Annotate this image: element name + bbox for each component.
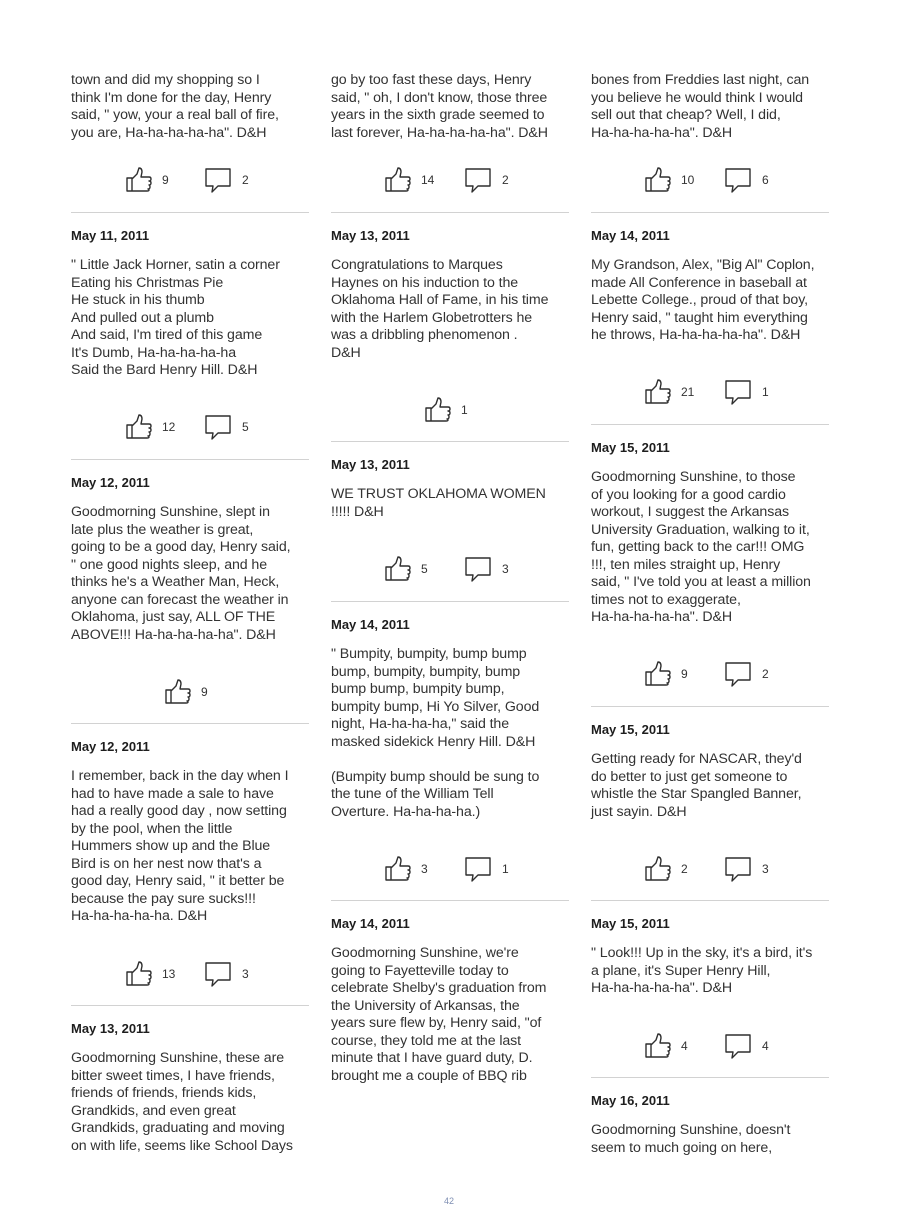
comment-button[interactable]: [464, 556, 509, 582]
comment-count: 4: [762, 1039, 769, 1053]
like-count: 5: [421, 562, 428, 576]
comment-count: 2: [242, 173, 249, 187]
post-date: May 14, 2011: [331, 916, 410, 931]
like-button[interactable]: [126, 414, 175, 440]
post-stats: [71, 414, 309, 440]
post-date: May 15, 2011: [591, 722, 670, 737]
like-count: 13: [162, 967, 176, 981]
like-count: 9: [162, 173, 169, 187]
comment-count: 1: [502, 862, 509, 876]
thumbs-up-icon: [385, 856, 411, 882]
comment-button[interactable]: [204, 167, 249, 193]
like-button[interactable]: [645, 167, 694, 193]
like-count: 2: [681, 862, 688, 876]
thumbs-up-icon: [126, 414, 152, 440]
like-button[interactable]: [645, 379, 694, 405]
thumbs-up-icon: [126, 167, 152, 193]
like-button[interactable]: [126, 167, 169, 193]
comment-button[interactable]: [724, 167, 769, 193]
comment-bubble-icon: [204, 167, 232, 193]
like-button[interactable]: [126, 961, 175, 987]
comment-bubble-icon: [724, 1033, 752, 1059]
like-button[interactable]: [425, 397, 468, 423]
post-text: go by too fast these days, Henry said, " oh, I don't know, those three years in the sixth grade seemed to last forever, Ha-ha-ha-ha-ha". D&H: [331, 72, 548, 141]
comment-count: 5: [242, 420, 249, 434]
divider: [331, 900, 569, 901]
post-text: Goodmorning Sunshine, slept in late plus the weather is great, going to be a good day, Henry said, " one good nights sleep, and he thinks he's a Weather Man, Heck, anyone can forecast the weather in Oklahoma, just say, ALL OF THE ABOVE!!! Ha-ha-ha-ha-ha". D&H: [71, 504, 291, 643]
post-date: May 14, 2011: [331, 617, 410, 632]
post-date: May 14, 2011: [591, 228, 670, 243]
comment-bubble-icon: [724, 661, 752, 687]
post-text: " Look!!! Up in the sky, it's a bird, it's a plane, it's Super Henry Hill, Ha-ha-ha-ha-ha". D&H: [591, 945, 813, 996]
divider: [591, 900, 829, 901]
post-text: bones from Freddies last night, can you believe he would think I would sell out that cheap? Well, I did, Ha-ha-ha-ha-ha". D&H: [591, 72, 810, 141]
like-count: 21: [681, 385, 695, 399]
post-date: May 13, 2011: [331, 228, 410, 243]
divider: [591, 706, 829, 707]
post-stats: [71, 679, 309, 705]
divider: [591, 424, 829, 425]
post-text: town and did my shopping so I think I'm done for the day, Henry said, " yow, your a real ball of fire, you are, Ha-ha-ha-ha-ha". D&H: [71, 72, 279, 141]
divider: [331, 212, 569, 213]
thumbs-up-icon: [645, 661, 671, 687]
post-stats: [331, 397, 569, 423]
divider: [71, 723, 309, 724]
divider: [71, 459, 309, 460]
post-date: May 12, 2011: [71, 475, 150, 490]
comment-button[interactable]: [204, 414, 249, 440]
like-button[interactable]: [385, 856, 428, 882]
post-stats: [591, 856, 829, 882]
comment-bubble-icon: [464, 556, 492, 582]
post-stats: [71, 167, 309, 193]
comment-button[interactable]: [464, 856, 509, 882]
post-text: My Grandson, Alex, "Big Al" Coplon, made All Conference in baseball at Lebette College., proud of that boy, Henry said, " taught him everything he throws, Ha-ha-ha-ha-ha". D&H: [591, 257, 815, 343]
comment-button[interactable]: [724, 661, 769, 687]
like-count: 1: [461, 403, 468, 417]
comment-button[interactable]: [724, 1033, 769, 1059]
post-date: May 16, 2011: [591, 1093, 670, 1108]
comment-bubble-icon: [204, 414, 232, 440]
comment-count: 3: [502, 562, 509, 576]
post-text: I remember, back in the day when I had to have made a sale to have had a really good day , now setting by the pool, when the little Hummers show up and the Blue Bird is on her nest now that's a good day, Henry said, " it better be because the pay sure sucks!!! Ha-ha-ha-ha-ha. D&H: [71, 768, 289, 924]
post-stats: [331, 167, 569, 193]
divider: [591, 212, 829, 213]
thumbs-up-icon: [126, 961, 152, 987]
post-stats: [331, 856, 569, 882]
post-stats: [331, 556, 569, 582]
like-count: 10: [681, 173, 695, 187]
comment-count: 2: [502, 173, 509, 187]
post-date: May 15, 2011: [591, 440, 670, 455]
like-button[interactable]: [645, 856, 688, 882]
divider: [331, 601, 569, 602]
divider: [591, 1077, 829, 1078]
post-stats: [71, 961, 309, 987]
post-date: May 13, 2011: [71, 1021, 150, 1036]
post-text: Getting ready for NASCAR, they'd do better to just get someone to whistle the Star Spangled Banner, just sayin. D&H: [591, 751, 802, 820]
post-text: WE TRUST OKLAHOMA WOMEN !!!!! D&H: [331, 486, 546, 520]
post-text: " Little Jack Horner, satin a corner Eating his Christmas Pie He stuck in his thumb And pulled out a plumb And said, I'm tired of this game It's Dumb, Ha-ha-ha-ha-ha Said the Bard Henry Hill. D&H: [71, 257, 280, 378]
like-count: 9: [201, 685, 208, 699]
post-text: Goodmorning Sunshine, to those of you looking for a good cardio workout, I suggest the Arkansas University Graduation, walking to it, fun, getting back to the car!!! OMG !!!, ten miles straight up, Henry said, " I've told you at least a million times not to exaggerate, Ha-ha-ha-ha-ha". D&H: [591, 469, 811, 625]
comment-button[interactable]: [724, 379, 769, 405]
thumbs-up-icon: [385, 167, 411, 193]
comment-bubble-icon: [204, 961, 232, 987]
thumbs-up-icon: [645, 1033, 671, 1059]
like-button[interactable]: [645, 1033, 688, 1059]
post-stats: [591, 661, 829, 687]
comment-count: 2: [762, 667, 769, 681]
post-stats: [591, 379, 829, 405]
post-date: May 12, 2011: [71, 739, 150, 754]
divider: [331, 441, 569, 442]
comment-count: 1: [762, 385, 769, 399]
comment-button[interactable]: [204, 961, 249, 987]
like-count: 4: [681, 1039, 688, 1053]
thumbs-up-icon: [165, 679, 191, 705]
comment-bubble-icon: [464, 167, 492, 193]
post-date: May 13, 2011: [331, 457, 410, 472]
divider: [71, 1005, 309, 1006]
like-count: 12: [162, 420, 176, 434]
page-number: 42: [443, 1196, 454, 1206]
like-count: 3: [421, 862, 428, 876]
like-count: 9: [681, 667, 688, 681]
comment-bubble-icon: [464, 856, 492, 882]
thumbs-up-icon: [645, 167, 671, 193]
post-date: May 15, 2011: [591, 916, 670, 931]
post-text: " Bumpity, bumpity, bump bump bump, bumpity, bumpity, bump bump bump, bumpity bump, bumpity bump, Hi Yo Silver, Good night, Ha-ha-ha-ha," said the masked sidekick Henry Hill. D&H (Bumpity bump should be sung to the tune of the William Tell Overture. Ha-ha-ha-ha.): [331, 646, 540, 820]
comment-bubble-icon: [724, 379, 752, 405]
comment-count: 3: [242, 967, 249, 981]
like-button[interactable]: [165, 679, 208, 705]
thumbs-up-icon: [645, 379, 671, 405]
comment-button[interactable]: [464, 167, 509, 193]
post-stats: [591, 167, 829, 193]
divider: [71, 212, 309, 213]
thumbs-up-icon: [385, 556, 411, 582]
post-text: Congratulations to Marques Haynes on his induction to the Oklahoma Hall of Fame, in his time with the Harlem Globetrotters he was a dribbling phenomenon . D&H: [331, 257, 549, 361]
post-stats: [591, 1033, 829, 1059]
comment-count: 6: [762, 173, 769, 187]
comment-bubble-icon: [724, 856, 752, 882]
post-text: Goodmorning Sunshine, these are bitter sweet times, I have friends, friends of friends, friends kids, Grandkids, and even great Grandkids, graduating and moving on with life, seems like School Days: [71, 1050, 293, 1154]
post-date: May 11, 2011: [71, 228, 150, 243]
post-text: Goodmorning Sunshine, doesn't seem to much going on here,: [591, 1122, 791, 1156]
like-count: 14: [421, 173, 435, 187]
post-text: Goodmorning Sunshine, we're going to Fayetteville today to celebrate Shelby's graduation from the University of Arkansas, the years sure flew by, Henry said, "of course, they told me at the last minute that I have guard duty, D. brought me a couple of BBQ rib: [331, 945, 547, 1084]
comment-count: 3: [762, 862, 769, 876]
thumbs-up-icon: [425, 397, 451, 423]
like-button[interactable]: [645, 661, 688, 687]
like-button[interactable]: [385, 556, 428, 582]
comment-bubble-icon: [724, 167, 752, 193]
like-button[interactable]: [385, 167, 434, 193]
thumbs-up-icon: [645, 856, 671, 882]
comment-button[interactable]: [724, 856, 769, 882]
